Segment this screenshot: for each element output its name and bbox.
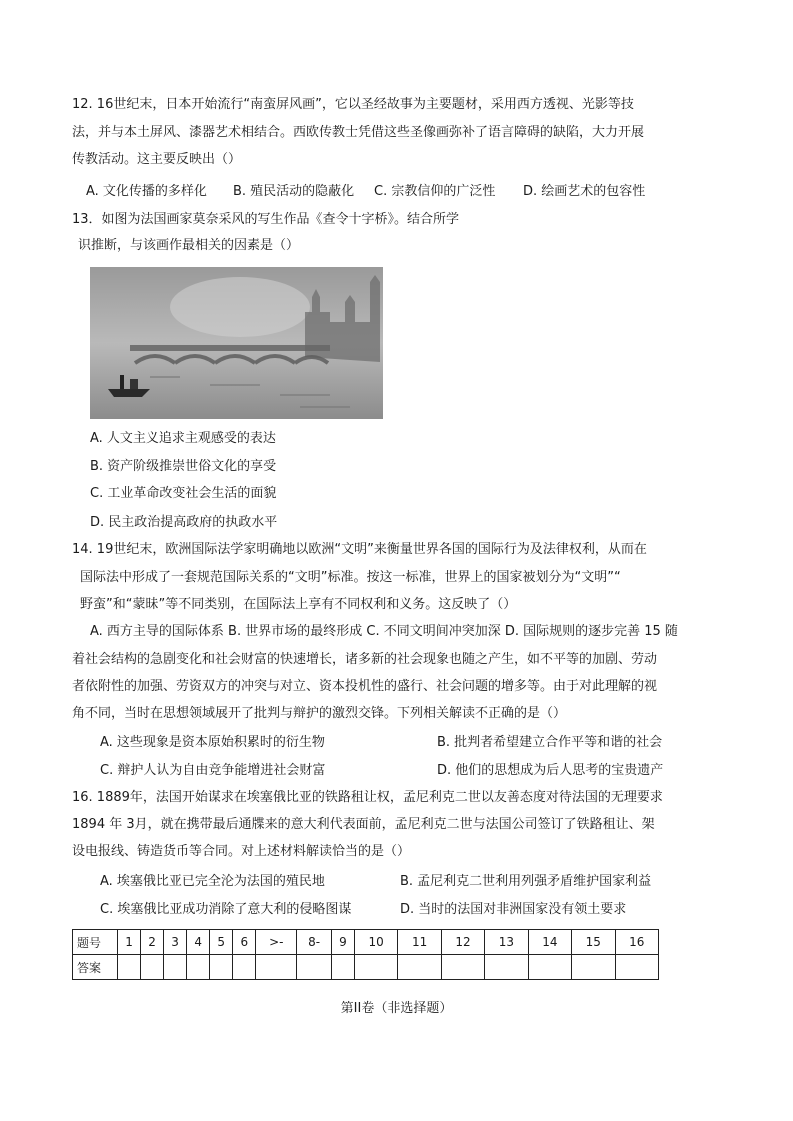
answer-cell[interactable]: [398, 955, 441, 980]
number-cell: 11: [398, 930, 441, 955]
q16-option-c: C. 埃塞俄比亚成功消除了意大利的侵略图谋: [100, 902, 352, 917]
section-title: 第II卷（非选择题）: [340, 1001, 453, 1016]
q16-option-d: D. 当时的法国对非洲国家没有领土要求: [400, 902, 627, 917]
number-cell: 3: [164, 930, 187, 955]
answer-cell[interactable]: [354, 955, 397, 980]
answer-cell[interactable]: [210, 955, 233, 980]
q15-option-a: A. 这些现象是资本原始积累时的衍生物: [100, 735, 325, 750]
number-cell: 16: [615, 930, 659, 955]
answer-cell[interactable]: [256, 955, 297, 980]
q15-option-b: B. 批判者希望建立合作平等和谐的社会: [437, 735, 663, 750]
number-cell: 14: [528, 930, 571, 955]
q15-stem-line3: 角不同，当时在思想领域展开了批判与辩护的激烈交锋。下列相关解读不正确的是（）: [72, 706, 567, 721]
q12-stem-line1: 12. 16世纪末，日本开始流行“南蛮屏风画”，它以圣经故事为主要题材，采用西方透视、光影等技: [72, 97, 634, 112]
q14-stem-line2: 国际法中形成了一套规范国际关系的“文明”标准。按这一标准，世界上的国家被划分为“文明”“: [80, 570, 621, 585]
q13-stem-line2: 识推断，与该画作最相关的因素是（）: [78, 238, 300, 253]
number-row-label: 题号: [73, 930, 118, 955]
q12-stem-line2: 法，并与本土屏风、漆器艺术相结合。西欧传教士凭借这些圣像画弥补了语言障碍的缺陷，大力开展: [72, 125, 645, 140]
q16-stem-line1: 16. 1889年，法国开始谋求在埃塞俄比亚的铁路租让权，孟尼利克二世以友善态度对待法国的无理要求: [72, 790, 663, 805]
answer-table: [72, 929, 659, 980]
answer-cell[interactable]: [187, 955, 210, 980]
answer-cell[interactable]: [572, 955, 615, 980]
answer-cell[interactable]: [485, 955, 528, 980]
q13-option-c: C. 工业革命改变社会生活的面貌: [90, 486, 277, 501]
q13-option-d: D. 民主政治提高政府的执政水平: [90, 515, 278, 530]
answer-cell[interactable]: [615, 955, 659, 980]
number-cell: 6: [233, 930, 256, 955]
answer-cell[interactable]: [331, 955, 354, 980]
q16-option-b: B. 孟尼利克二世利用列强矛盾维护国家利益: [400, 874, 652, 889]
answer-table-number-row: [73, 930, 659, 955]
q16-option-a: A. 埃塞俄比亚已完全沦为法国的殖民地: [100, 874, 325, 889]
number-cell: 13: [485, 930, 528, 955]
q15-stem-line2: 者依附性的加强、劳资双方的冲突与对立、资本投机性的盛行、社会问题的增多等。由于对此理解的视: [72, 679, 658, 694]
answer-cell[interactable]: [164, 955, 187, 980]
number-cell: 1: [118, 930, 141, 955]
q15-option-d: D. 他们的思想成为后人思考的宝贵遗产: [437, 763, 664, 778]
q16-stem-line3: 设电报线、铸造货币等合同。对上述材料解读恰当的是（）: [72, 844, 411, 859]
q14-options-line: A. 西方主导的国际体系 B. 世界市场的最终形成 C. 不同文明间冲突加深 D. 国际规则的逐步完善 15 随: [90, 624, 678, 639]
q13-option-a: A. 人文主义追求主观感受的表达: [90, 431, 276, 446]
q15-stem-line1: 着社会结构的急剧变化和社会财富的快速增长，诸多新的社会现象也随之产生，如不平等的加剧、劳动: [72, 652, 658, 667]
answer-cell[interactable]: [528, 955, 571, 980]
number-cell: 8-: [297, 930, 332, 955]
q12-stem-line3: 传教活动。这主要反映出（）: [72, 152, 242, 167]
charing-cross-bridge-painting: [90, 267, 383, 419]
number-cell: 9: [331, 930, 354, 955]
q13-option-b: B. 资产阶级推崇世俗文化的享受: [90, 459, 277, 474]
number-cell: 2: [141, 930, 164, 955]
number-cell: >-: [256, 930, 297, 955]
answer-cell[interactable]: [441, 955, 484, 980]
answer-row-label: 答案: [73, 955, 118, 980]
q14-stem-line1: 14. 19世纪末，欧洲国际法学家明确地以欧洲“文明”来衡量世界各国的国际行为及法律权利，从而在: [72, 542, 647, 557]
q12-option-d: D. 绘画艺术的包容性: [523, 184, 646, 199]
q16-stem-line2: 1894 年 3月，就在携带最后通牒来的意大利代表面前，孟尼利克二世与法国公司签订了铁路租让、架: [72, 817, 655, 832]
q12-option-b: B. 殖民活动的隐蔽化: [233, 184, 355, 199]
q13-stem-line1: 13．如图为法国画家莫奈采风的写生作品《查令十字桥》。结合所学: [72, 212, 460, 227]
number-cell: 15: [572, 930, 615, 955]
answer-cell[interactable]: [141, 955, 164, 980]
number-cell: 12: [441, 930, 484, 955]
q14-stem-line3: 野蛮”和“蒙昧”等不同类别，在国际法上享有不同权利和义务。这反映了（）: [80, 597, 517, 612]
answer-cell[interactable]: [297, 955, 332, 980]
answer-table-answer-row: [73, 955, 659, 980]
answer-cell[interactable]: [118, 955, 141, 980]
q12-option-a: A. 文化传播的多样化: [86, 184, 207, 199]
number-cell: 5: [210, 930, 233, 955]
q12-option-c: C. 宗教信仰的广泛性: [374, 184, 496, 199]
number-cell: 10: [354, 930, 397, 955]
number-cell: 4: [187, 930, 210, 955]
answer-cell[interactable]: [233, 955, 256, 980]
q15-option-c: C. 辩护人认为自由竞争能增进社会财富: [100, 763, 326, 778]
